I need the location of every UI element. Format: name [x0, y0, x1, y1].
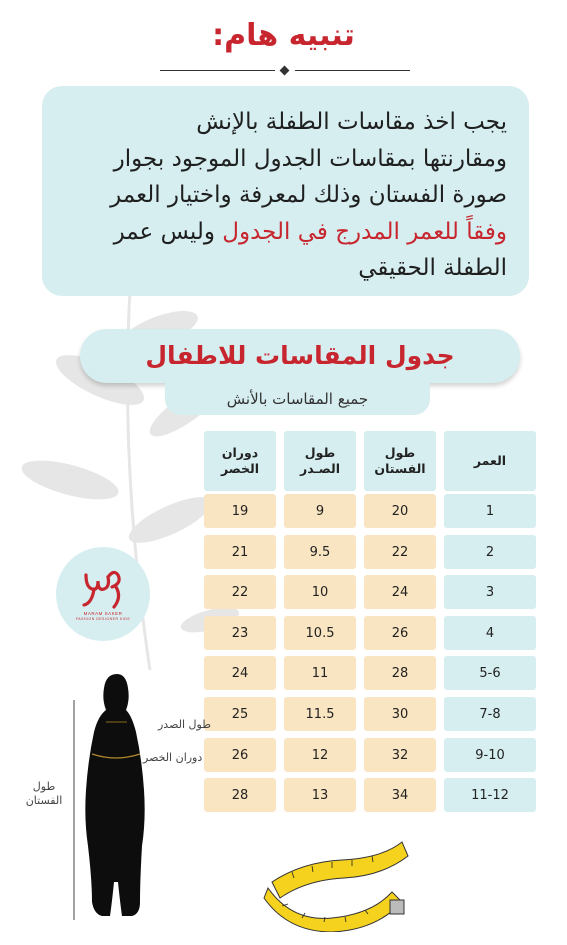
waist-cell: 26	[204, 738, 276, 772]
dress-length-cell: 32	[364, 738, 436, 772]
age-cell: 2	[444, 535, 536, 569]
dress-length-label-line: طول	[32, 780, 56, 793]
units-note: جميع المقاسات بالأنش	[165, 383, 430, 415]
notice-line: ومقارنتها بمقاسات الجدول الموجود بجوار	[113, 145, 507, 172]
waist-label: دوران الخصر	[143, 751, 203, 764]
title-divider	[160, 70, 410, 72]
header-chest-length: طول الصـدر	[284, 431, 356, 491]
header-waist: دوران الخصر	[204, 431, 276, 491]
dress-length-cell: 26	[364, 616, 436, 650]
logo-brand-name: MARAM SAKER	[83, 611, 123, 616]
chest-length-cell: 9.5	[284, 535, 356, 569]
chest-length-label: طول الصدر	[158, 718, 211, 731]
waist-cell: 22	[204, 575, 276, 609]
dress-length-cell: 28	[364, 656, 436, 690]
dress-length-cell: 34	[364, 778, 436, 812]
waist-cell: 21	[204, 535, 276, 569]
chest-length-cell: 9	[284, 494, 356, 528]
girl-silhouette-icon	[85, 674, 144, 916]
dress-length-cell: 30	[364, 697, 436, 731]
header-dress-length: طول الفستان	[364, 431, 436, 491]
notice-line: يجب اخذ مقاسات الطفلة بالإنش	[196, 109, 507, 135]
measuring-tape-icon	[262, 822, 412, 932]
notice-box	[42, 86, 529, 296]
age-cell: 7-8	[444, 697, 536, 731]
header-age: العمر	[444, 431, 536, 491]
waist-cell: 24	[204, 656, 276, 690]
age-cell: 5-6	[444, 656, 536, 690]
chest-length-cell: 10.5	[284, 616, 356, 650]
dress-length-label	[22, 780, 66, 808]
chest-length-cell: 11	[284, 656, 356, 690]
chest-length-cell: 12	[284, 738, 356, 772]
waist-cell: 19	[204, 494, 276, 528]
chest-length-cell: 13	[284, 778, 356, 812]
notice-line: الطفلة الحقيقي	[358, 255, 507, 281]
notice-highlight: وفقاً للعمر المدرج في الجدول	[222, 218, 507, 245]
notice-line: صورة الفستان وذلك لمعرفة واختيار العمر	[110, 182, 507, 208]
age-cell: 1	[444, 494, 536, 528]
brand-monogram-icon	[56, 547, 150, 641]
age-cell: 4	[444, 616, 536, 650]
waist-cell: 23	[204, 616, 276, 650]
chest-length-cell: 11.5	[284, 697, 356, 731]
brand-logo	[56, 547, 150, 641]
age-cell: 9-10	[444, 738, 536, 772]
waist-cell: 28	[204, 778, 276, 812]
age-cell: 11-12	[444, 778, 536, 812]
age-cell: 3	[444, 575, 536, 609]
dress-length-label-line: الفستان	[25, 794, 63, 807]
notice-line	[64, 214, 507, 251]
dress-length-cell: 22	[364, 535, 436, 569]
logo-tagline: FASHION DESIGNER KIDS	[75, 617, 131, 621]
notice-title: تنبيه هام:	[212, 18, 355, 53]
waist-cell: 25	[204, 697, 276, 731]
dress-length-cell: 24	[364, 575, 436, 609]
chest-length-cell: 10	[284, 575, 356, 609]
size-table-title: جدول المقاسات للاطفال	[80, 329, 520, 383]
dress-length-cell: 20	[364, 494, 436, 528]
notice-line-rest: وليس عمر	[113, 218, 223, 245]
